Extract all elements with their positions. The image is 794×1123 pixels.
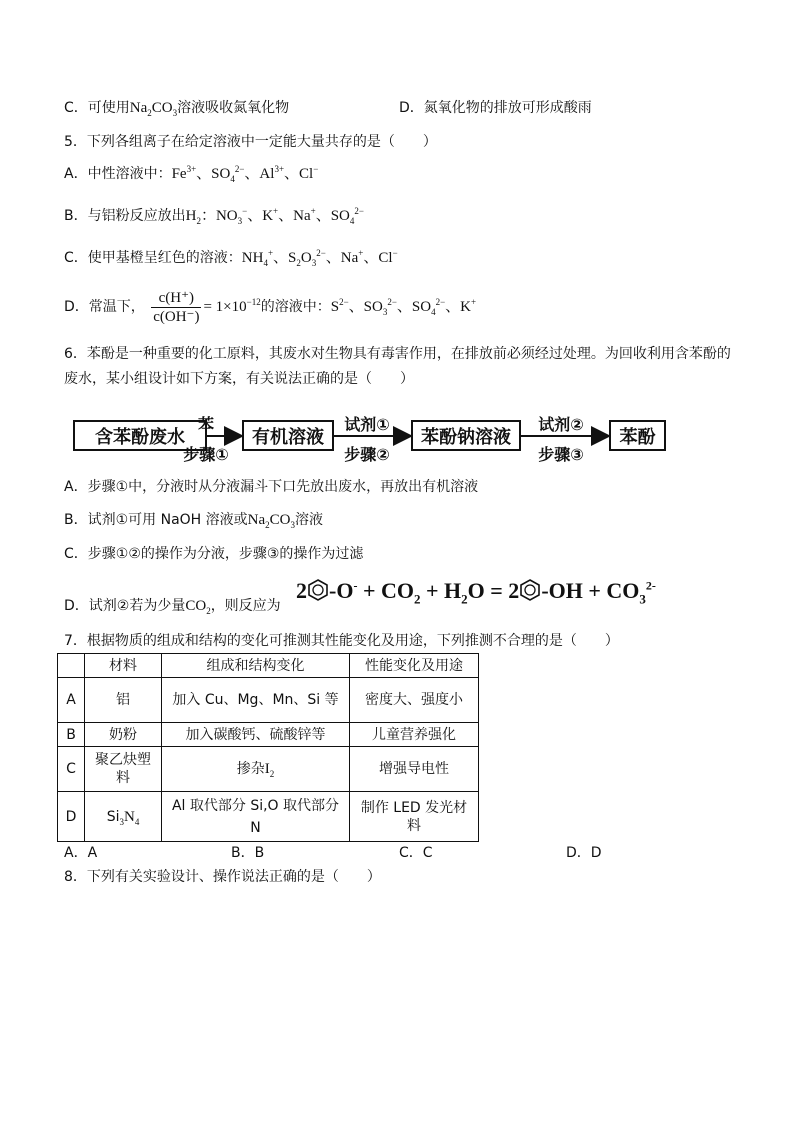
table-header-cell: 性能变化及用途 bbox=[350, 654, 479, 678]
q7-table bbox=[57, 653, 479, 842]
row-change: 掺杂$I_2$ bbox=[162, 747, 350, 792]
table-row bbox=[58, 792, 479, 842]
row-change: 加入 Cu、Mg、Mn、Si 等 bbox=[162, 678, 350, 723]
q7-answer-c: C．C bbox=[399, 845, 433, 861]
q4-option-d: D．氮氧化物的排放可形成酸雨 bbox=[399, 100, 592, 116]
flow-box-phenol: 苯酚 bbox=[609, 420, 666, 451]
q7-answer-a: A．A bbox=[64, 845, 98, 861]
q6-option-a: A．步骤①中，分液时从分液漏斗下口先放出废水，再放出有机溶液 bbox=[64, 479, 479, 495]
q5-stem: 5．下列各组离子在给定溶液中一定能大量共存的是（ ） bbox=[64, 134, 437, 150]
q6-option-c: C．步骤①②的操作为分液，步骤③的操作为过滤 bbox=[64, 546, 364, 562]
q7-answer-b: B．B bbox=[231, 845, 265, 861]
row-use: 儿童营养强化 bbox=[350, 723, 479, 747]
q5-option-d: D．常温下， $\frac{c(H^+)}{c(OH^-)}$ = $1\times 10^{-12}$的溶液中：$S^{2-}$、$SO_3^{2-}$、$SO_4^{2-}$、K+ bbox=[64, 289, 477, 325]
row-label: C bbox=[58, 747, 85, 792]
flow-box-sodium-phenoxide: 苯酚钠溶液 bbox=[411, 420, 521, 451]
row-change: Al 取代部分 Si,O 取代部分 N bbox=[162, 792, 350, 842]
q6-stem-line2: 废水，某小组设计如下方案，有关说法正确的是（ ） bbox=[64, 371, 414, 387]
row-material: 聚乙炔塑料 bbox=[85, 747, 162, 792]
q6-option-b: B．试剂①可用 NaOH 溶液或$Na_2CO_3$溶液 bbox=[64, 512, 323, 530]
flow-box-organic-solution: 有机溶液 bbox=[242, 420, 334, 451]
q6-option-d: D．试剂②若为少量$CO_2$，则反应为 bbox=[64, 598, 281, 616]
flow-arrow1-top: 苯 bbox=[197, 415, 214, 434]
benzene-ring-icon bbox=[519, 579, 541, 601]
row-material: 奶粉 bbox=[85, 723, 162, 747]
flow-arrow3-bottom: 步骤③ bbox=[538, 445, 584, 464]
flow-arrow2-top: 试剂① bbox=[344, 415, 390, 434]
table-header-cell: 材料 bbox=[85, 654, 162, 678]
table-row bbox=[58, 723, 479, 747]
q5-option-a: A．中性溶液中：$Fe^{3+}$、$SO_4^{2-}$、$Al^{3+}$、Cl− bbox=[64, 164, 319, 184]
row-change: 加入碳酸钙、硫酸锌等 bbox=[162, 723, 350, 747]
row-material: $Si_3N_4$ bbox=[85, 792, 162, 842]
table-header-cell: 组成和结构变化 bbox=[162, 654, 350, 678]
row-label: B bbox=[58, 723, 85, 747]
row-use: 制作 LED 发光材料 bbox=[350, 792, 479, 842]
flow-box-phenol-wastewater: 含苯酚废水 bbox=[73, 420, 207, 451]
row-use: 密度大、强度小 bbox=[350, 678, 479, 723]
q7-stem: 7．根据物质的组成和结构的变化可推测其性能变化及用途，下列推测不合理的是（ ） bbox=[64, 633, 619, 649]
q5-option-b: B．与铝粉反应放出$H_2$：$NO_3^-$、K+、Na+、$SO_4^{2-}$ bbox=[64, 206, 364, 226]
table-header-row bbox=[58, 654, 479, 678]
benzene-ring-icon bbox=[307, 579, 329, 601]
row-use: 增强导电性 bbox=[350, 747, 479, 792]
row-material: 铝 bbox=[85, 678, 162, 723]
table-header-cell bbox=[58, 654, 85, 678]
flow-arrow2-bottom: 步骤② bbox=[344, 445, 390, 464]
q8-stem: 8．下列有关实验设计、操作说法正确的是（ ） bbox=[64, 869, 381, 885]
row-label: D bbox=[58, 792, 85, 842]
flow-arrow1-bottom: 步骤① bbox=[183, 445, 229, 464]
concentration-ratio-fraction: $\frac{c(H^+)}{c(OH^-)}$ bbox=[153, 289, 200, 325]
flow-arrow3-top: 试剂② bbox=[538, 415, 584, 434]
q6-stem-line1: 6．苯酚是一种重要的化工原料，其废水对生物具有毒害作用，在排放前必须经过处理。为回收利用含苯酚的 bbox=[64, 346, 731, 362]
q7-answer-d: D．D bbox=[566, 845, 602, 861]
q5-option-c: C．使甲基橙呈红色的溶液：$NH_4^+$、$S_2O_3^{2-}$、Na+、Cl− bbox=[64, 248, 398, 268]
row-label: A bbox=[58, 678, 85, 723]
table-row bbox=[58, 678, 479, 723]
q4-option-c: C．可使用$Na_2CO_3$溶液吸收氮氧化物 bbox=[64, 100, 290, 118]
phenoxide-reaction-equation: 2 $-O^- + CO_2 + H_2O = 2$ $-OH + CO_3^{2-}$ bbox=[296, 578, 656, 607]
table-row bbox=[58, 747, 479, 792]
